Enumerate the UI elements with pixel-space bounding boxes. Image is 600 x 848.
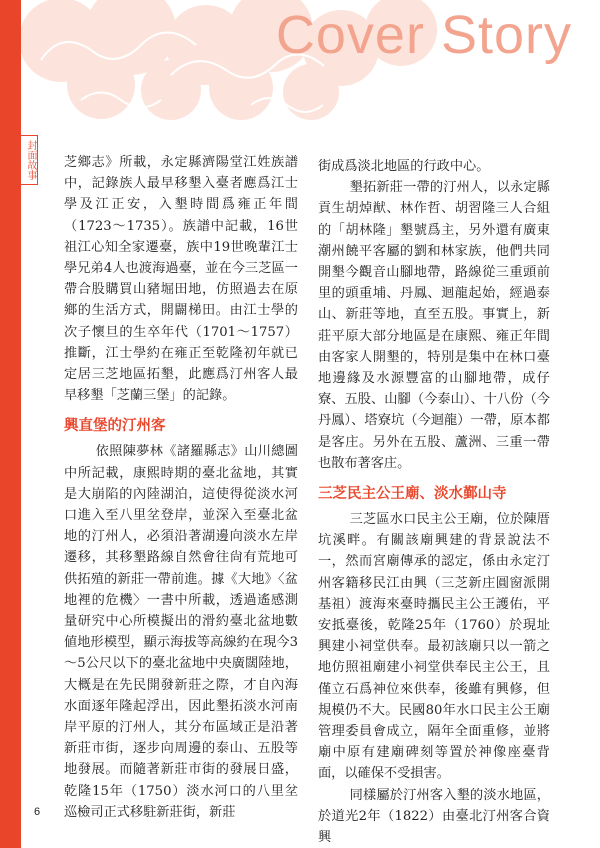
left-column (64, 152, 298, 823)
right-column (318, 156, 550, 848)
paragraph: 三芝區水口民主公王廟，位於陳厝坑溪畔。有關該廟興建的背景說法不一，然而宮廟傳承的認定，係由永定汀州客籍移民江由興（三芝新庄圓窗派開基祖）渡海來臺時攜民主公王護佑，平安抵臺後，乾隆25年（1760）於現址興建小祠堂供奉。最初該廟只以一箭之地仿照祖廟建小祠堂供奉民主公王，且僅立石爲神位來供奉，後雖有興修，但規模仍不大。民國80年水口民主公王廟管理委員會成立，隔年全面重修，並將廟中原有建廟碑刻等置於神像座臺背面，以確保不受損害。 (318, 512, 550, 782)
section-label: 封面故事 (25, 140, 36, 180)
red-sidebar (0, 0, 21, 848)
paragraph: 墾拓新莊一帶的汀州人，以永定縣貢生胡焯猷、林作哲、胡習隆三人合組的「胡林隆」墾號爲主，另外還有廣東潮州饒平客屬的劉和林家族，他們共同開墾今觀音山腳地帶，路線從三重頭前里的頭重埔、丹鳳、迴龍起始，經過泰山、新莊等地，直至五股。事實上，新莊平原大部分地區是在康熙、雍正年間由客家人開墾的，特別是集中在林口臺地邊緣及水源豐富的山腳地帶，成仔寮、五股、山腳（今泰山）、十八份（今丹鳳）、塔寮坑（今迴龍）一帶，原本都是客庄。另外在五股、蘆洲、三重一帶也散布著客庄。 (318, 180, 550, 471)
section-heading: 興直堡的汀州客 (64, 418, 166, 435)
paragraph: 街成爲淡北地區的行政中心。 (318, 159, 490, 174)
cover-story-title: Cover Story (275, 5, 572, 65)
page-number: 6 (34, 806, 41, 818)
paragraph: 同樣屬於汀州客入墾的淡水地區，於道光2年（1822）由臺北汀州客合資興 (318, 787, 550, 846)
paragraph: 芝鄉志》所載，永定縣濟陽堂江姓族譜中，記錄族人最早移墾入臺者應爲江士學及江正安，入墾時間爲雍正年間（1723～1735）。族譜中記載，16世祖江心知全家遷臺，族中19世晚輩江士學兄弟4人也渡海過臺，並在今三芝區一帶合股購買山豬堀田地，仿照過去在原鄉的生活方式，開闢梯田。由江士學的次子懷旦的生卒年代（1701～1757）推斷，江士學約在雍正至乾隆初年就已定居三芝地區拓墾，此應爲汀州客人最早移墾「芝蘭三堡」的記錄。 (64, 155, 298, 404)
section-heading: 三芝民主公王廟、淡水鄞山寺 (318, 486, 507, 503)
paragraph: 依照陳夢林《諸羅縣志》山川總圖中所記載，康熙時期的臺北盆地，其實是大崩陷的內陸湖泊，這使得從淡水河口進入至八里坌登岸，並深入至臺北盆地的汀州人，必須沿著湖邊向淡水左岸遷移，其移墾路線自然會往尙有荒地可供拓殖的新莊一帶前進。據《大地》〈盆地裡的危機〉一書中所載，透過遙感測量研究中心所模擬出的滑約臺北盆地數値地形模型，顯示海拔等高線約在現今3～5公尺以下的臺北盆地中央廣闊陸地，大概是在先民開發新莊之際，才自內海水面逐年隆起浮出，因此墾拓淡水河南岸平原的汀州人，其分布區域正是沿著新莊市街，逐步向周邊的泰山、五股等地發展。而隨著新莊市街的發展日盛，乾隆15年（1750）淡水河口的八里坌巡檢司正式移駐新莊街，新莊 (64, 444, 298, 820)
